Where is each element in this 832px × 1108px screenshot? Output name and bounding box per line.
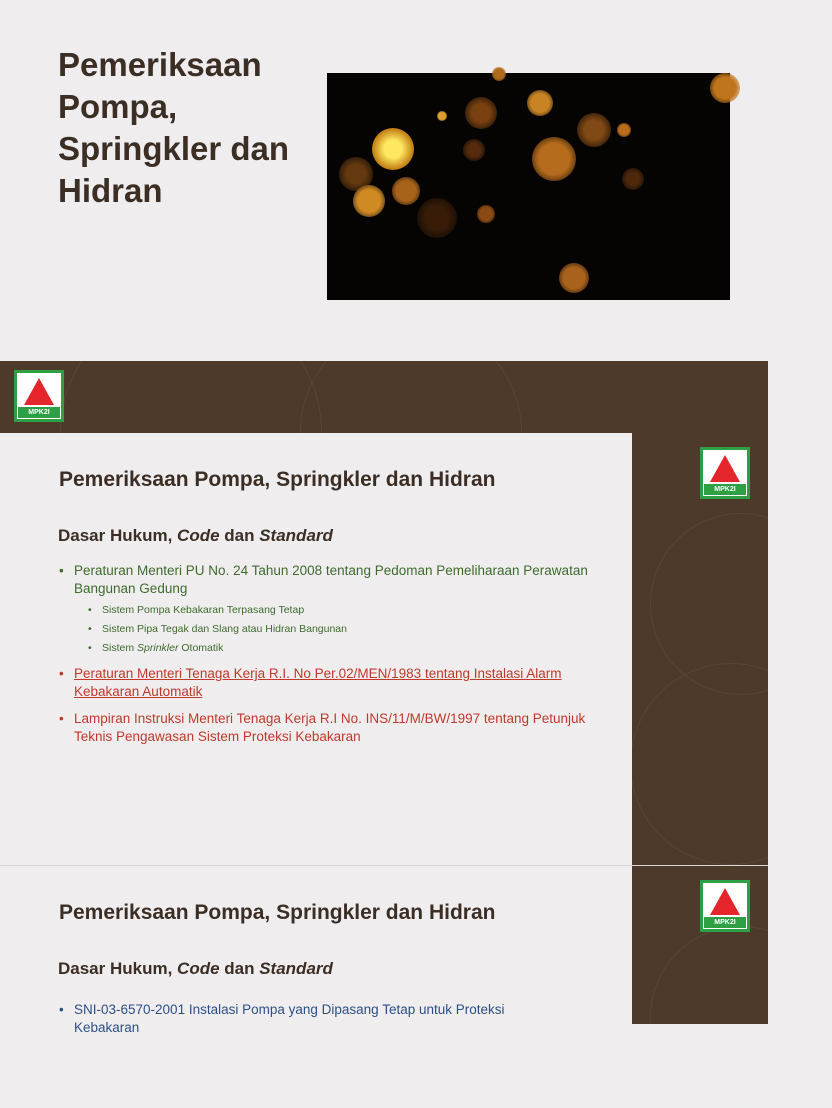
logo-slide: [0, 361, 768, 433]
slide-title: Pemeriksaan Pompa, Springkler dan Hidran: [59, 468, 496, 491]
title-slide: [0, 0, 768, 360]
mpk2i-logo: [700, 447, 750, 499]
mpk2i-logo: [700, 880, 750, 932]
background-swirl: [650, 926, 832, 1108]
sub-list-item: • Sistem Pipa Tegak dan Slang atau Hidran Bangunan: [88, 623, 347, 635]
list-item: • SNI-03-6570-2001 Instalasi Pompa yang Dipasang Tetap untuk Proteksi Kebakaran: [59, 1002, 505, 1035]
list-item: • Peraturan Menteri PU No. 24 Tahun 2008 tentang Pedoman Pemeliharaan Perawatan Bangunan Gedung: [59, 563, 588, 596]
triangle-icon: [710, 455, 740, 482]
regulation-link[interactable]: Peraturan Menteri Tenaga Kerja R.I. No Per.02/MEN/1983 tentang Instalasi Alarm Kebakaran Automatik: [74, 666, 562, 699]
content-panel: [0, 866, 632, 1035]
logo-label: MPK2I: [704, 917, 746, 928]
background-swirl: [630, 663, 832, 865]
sub-list-item: • Sistem Pompa Kebakaran Terpasang Tetap: [88, 604, 305, 616]
content-slide-1: [0, 433, 768, 865]
slide-title: Pemeriksaan Pompa, Springkler dan Hidran: [58, 46, 290, 209]
section-subtitle: Dasar Hukum, Code dan Standard: [58, 526, 333, 545]
slide-title: Pemeriksaan Pompa, Springkler dan Hidran: [59, 901, 496, 924]
content-panel: [0, 433, 632, 865]
section-subtitle: Dasar Hukum, Code dan Standard: [58, 959, 333, 978]
list-item-link[interactable]: • Peraturan Menteri Tenaga Kerja R.I. No Per.02/MEN/1983 tentang Instalasi Alarm Kebakaran Automatik: [59, 666, 562, 699]
content-slide-2: [0, 866, 768, 1035]
logo-label: MPK2I: [704, 484, 746, 495]
triangle-icon: [24, 378, 54, 405]
list-item: • Lampiran Instruksi Menteri Tenaga Kerja R.I No. INS/11/M/BW/1997 tentang Petunjuk Teknis Pengawasan Sistem Proteksi Kebakaran: [59, 711, 586, 744]
bokeh-lights-photo: [327, 73, 730, 300]
mpk2i-logo: [14, 370, 64, 422]
sub-list-item: • Sistem Sprinkler Otomatik: [88, 642, 224, 654]
triangle-icon: [710, 888, 740, 915]
logo-label: MPK2I: [18, 407, 60, 418]
